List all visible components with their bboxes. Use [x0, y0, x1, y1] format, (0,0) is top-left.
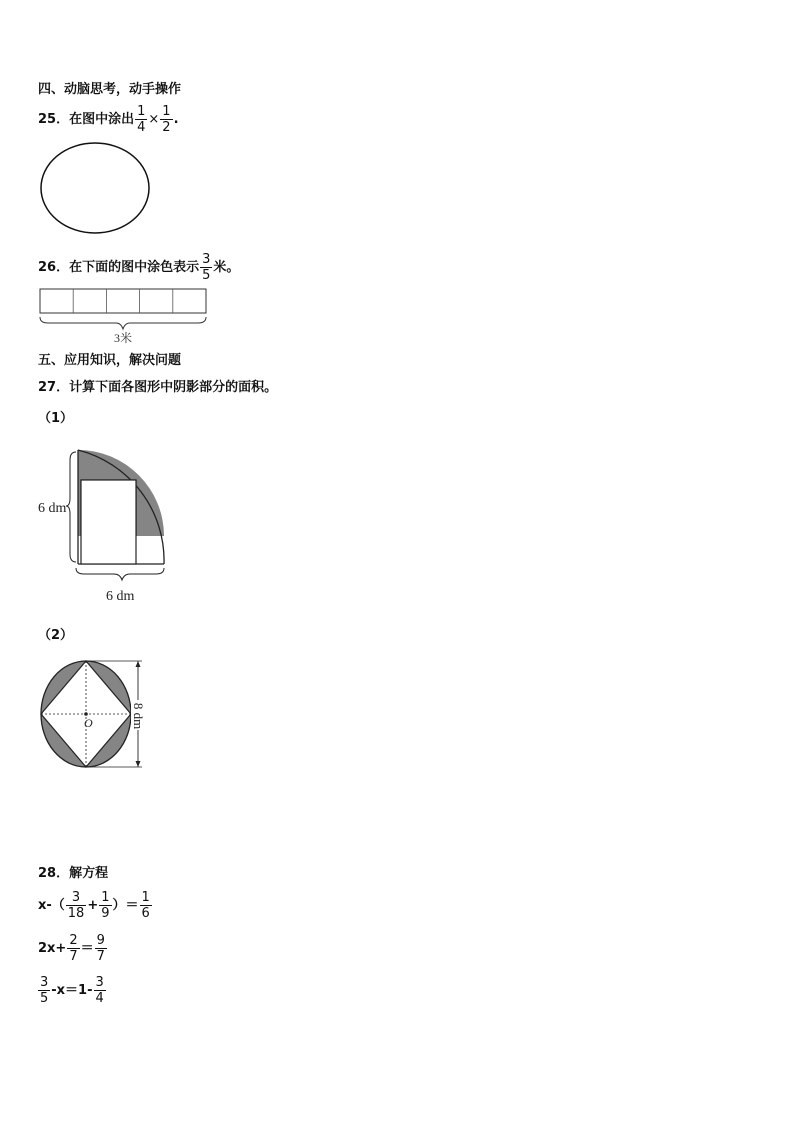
section-four-heading: 四、动脑思考，动手操作: [38, 82, 182, 97]
question-28: [38, 862, 108, 881]
q26-text: 在下面的图中涂色表示: [69, 260, 200, 275]
eq2-fraction-1: $\frac{2}{7}$: [69, 933, 78, 964]
section-five-heading: 五、应用知识，解决问题: [38, 353, 182, 368]
q27-dimension-arrow-bottom: [136, 761, 141, 767]
q25-fraction-2: $\frac{1}{2}$: [162, 104, 171, 135]
q25-fraction-1: $\frac{1}{4}$: [137, 104, 146, 135]
q25-text: 在图中涂出: [69, 112, 135, 127]
eq3-fraction-2: $\frac{3}{4}$: [95, 975, 104, 1006]
q28-text: 解方程: [69, 866, 109, 881]
eq3-fraction-1: $\frac{3}{5}$: [40, 975, 49, 1006]
eq1-lead: x-（: [38, 898, 65, 913]
q27-side-label: 6 dm: [38, 501, 67, 516]
eq2-equals: ＝: [80, 941, 94, 956]
question-25: [38, 104, 179, 135]
q26-fraction: $\frac{3}{5}$: [202, 252, 211, 283]
q27-diameter-label: 8 dm: [131, 702, 146, 730]
q27-center-label: O: [84, 716, 93, 730]
q27-part2-label: （2）: [38, 628, 74, 643]
eq1-fraction-1: $\frac{3}{18}$: [67, 890, 85, 921]
q27-inner-rectangle: [81, 480, 136, 564]
q27-quarter-circle-figure: [36, 440, 176, 608]
q26-bar-outline: [40, 289, 206, 313]
q26-brace: [40, 317, 206, 329]
eq1-plus: +: [87, 898, 99, 913]
q27-bottom-brace: [76, 568, 164, 580]
q25-times-sign: ×: [148, 112, 160, 127]
eq1-fraction-3: $\frac{1}{6}$: [141, 890, 150, 921]
q25-ellipse: [41, 143, 149, 233]
equation-2: [38, 933, 108, 964]
q27-part1-label: （1）: [38, 411, 74, 426]
q25-number: 25．: [38, 112, 70, 127]
q26-bar-figure: [38, 286, 210, 346]
eq2-fraction-2: $\frac{9}{7}$: [96, 933, 105, 964]
equation-3: [38, 975, 107, 1006]
question-27: [38, 376, 277, 395]
q25-end: .: [173, 112, 179, 127]
q27-number: 27．: [38, 380, 70, 395]
q27-circle-square-figure: [36, 652, 156, 778]
q26-bar-label: 3米: [113, 331, 133, 345]
eq1-fraction-2: $\frac{1}{9}$: [101, 890, 110, 921]
q26-unit: 米。: [213, 260, 240, 275]
q27-text: 计算下面各图形中阴影部分的面积。: [69, 380, 278, 395]
question-26: [38, 252, 239, 283]
q26-number: 26．: [38, 260, 70, 275]
equation-1: [38, 890, 153, 921]
q28-number: 28．: [38, 866, 70, 881]
q27-dimension-arrow-top: [136, 661, 141, 667]
q25-ellipse-figure: [38, 140, 154, 236]
eq1-close: ）＝: [112, 898, 139, 913]
q27-left-brace: [66, 452, 76, 562]
eq3-mid: -x＝1-: [51, 983, 93, 998]
eq2-lead: 2x+: [38, 941, 67, 956]
q27-bottom-label: 6 dm: [106, 589, 135, 604]
